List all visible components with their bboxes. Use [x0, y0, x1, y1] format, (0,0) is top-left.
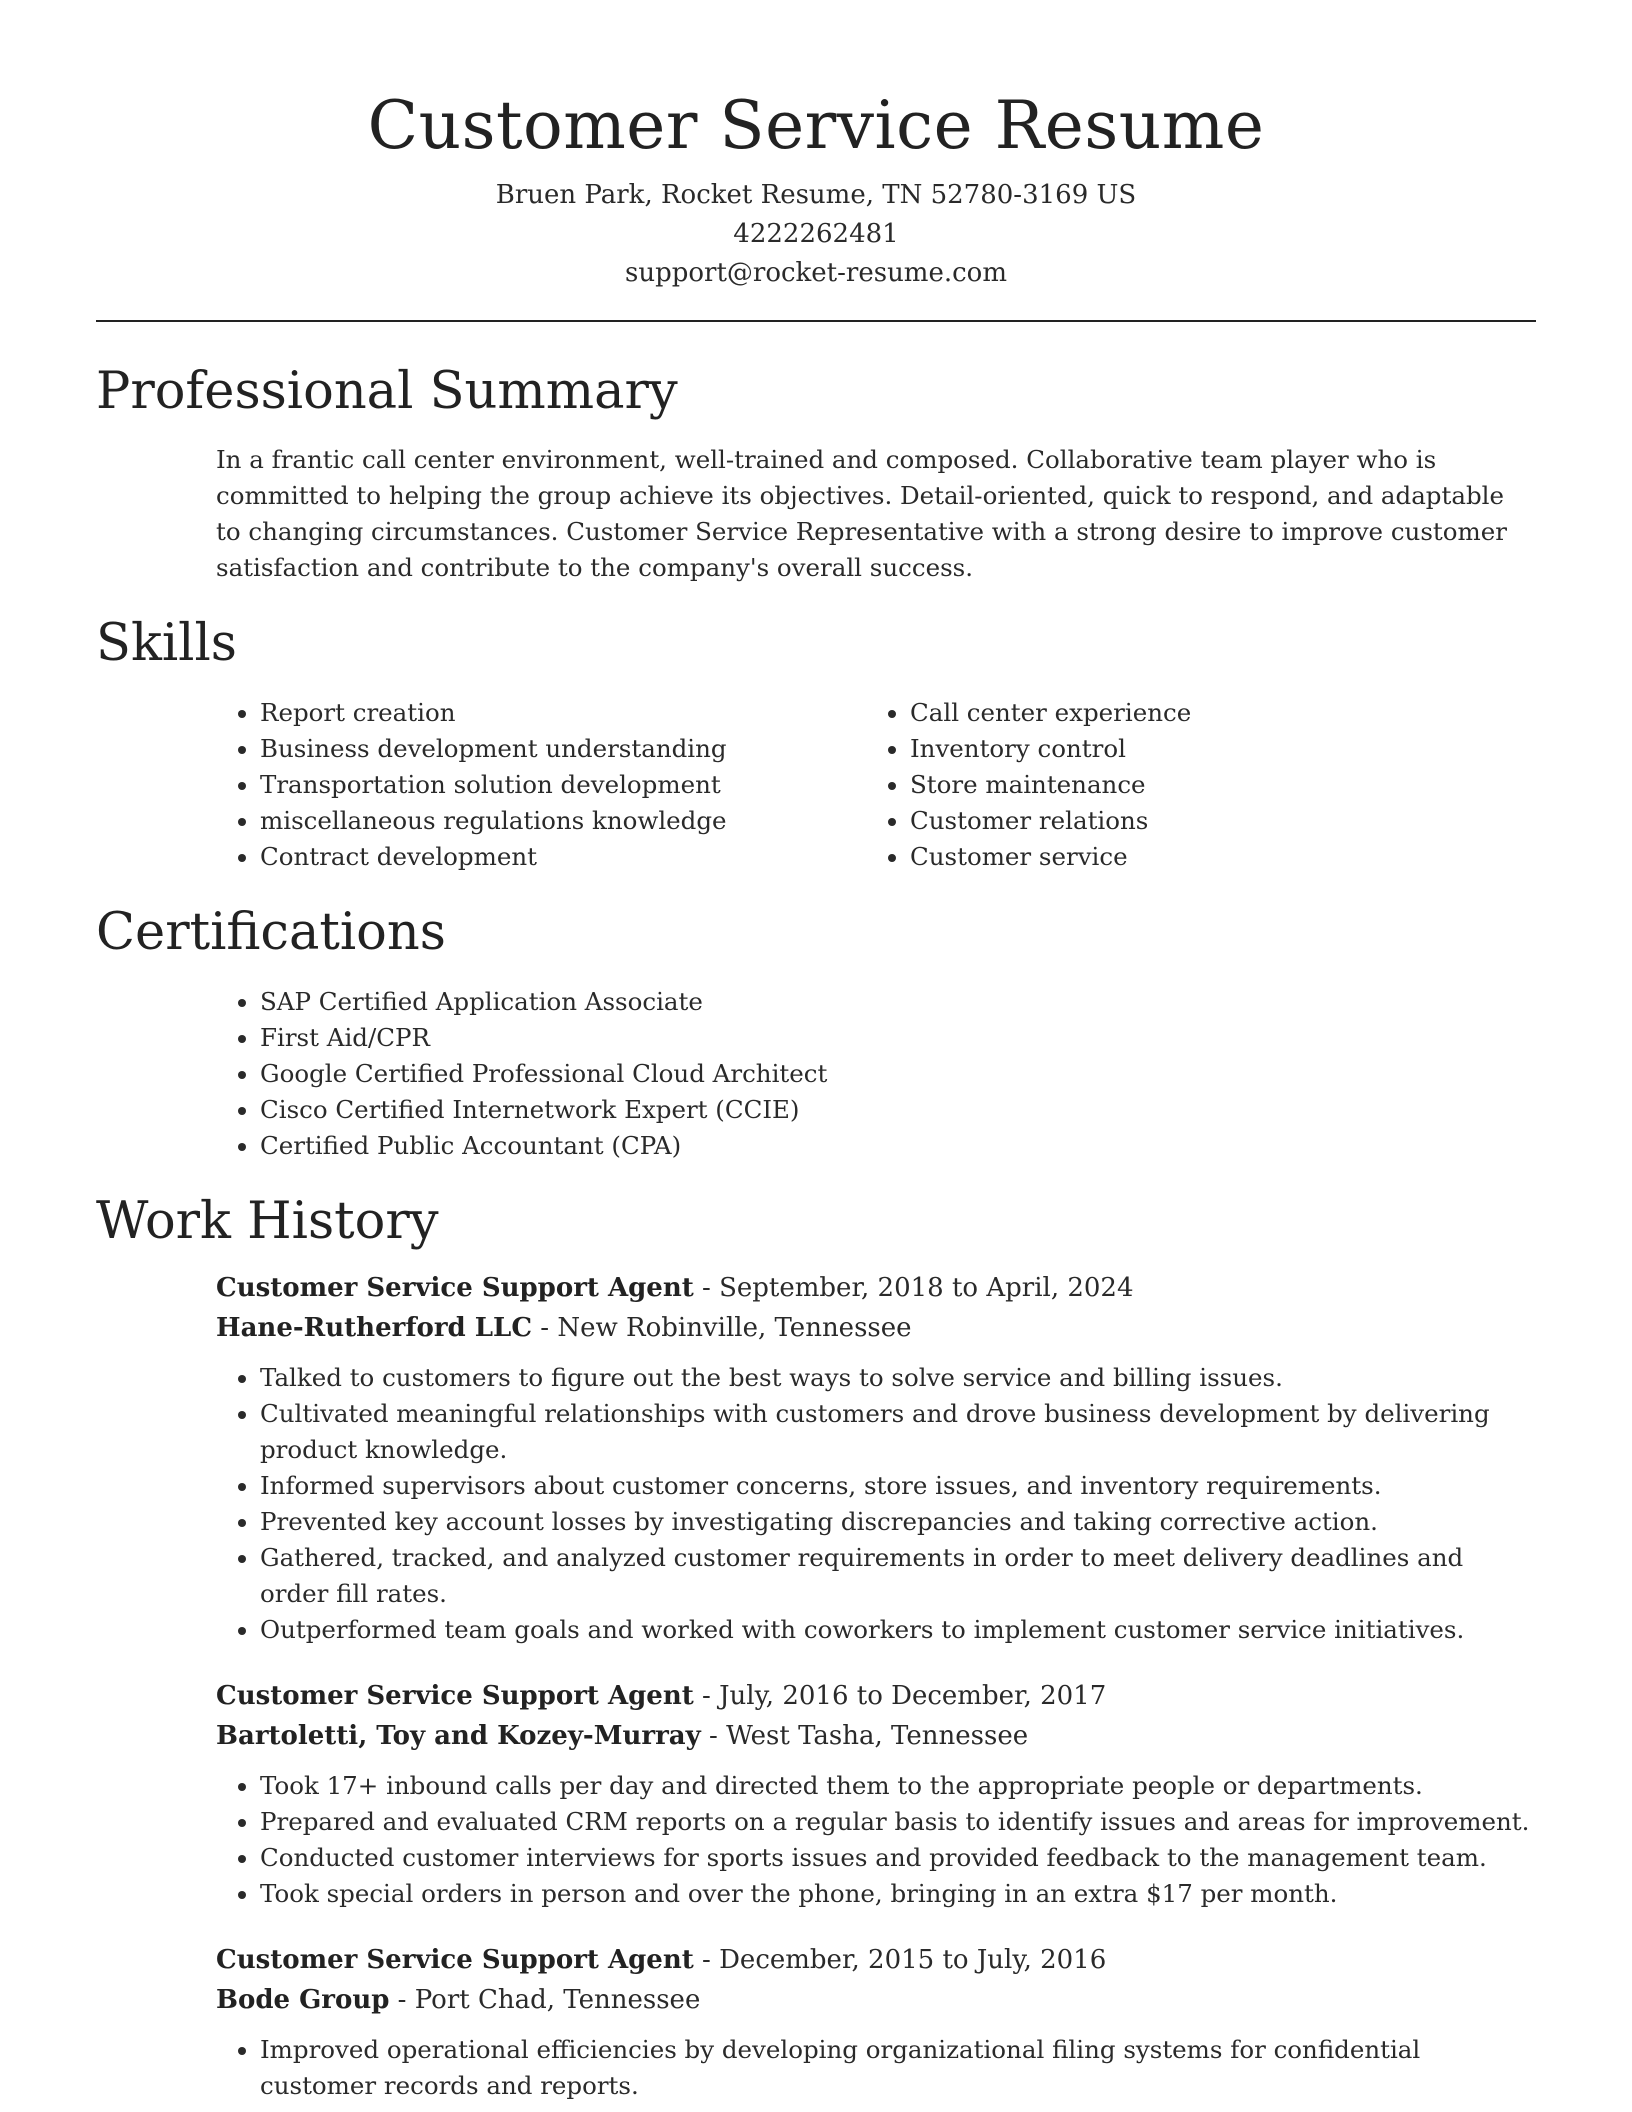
contact-phone: 4222262481 — [733, 219, 899, 249]
header-divider — [96, 320, 1536, 322]
job-dates: - December, 2015 to July, 2016 — [693, 1945, 1107, 1975]
job-bullet: • Cultivated meaningful relationships with customers and drove business development by delivering product knowledge. — [260, 1396, 1536, 1468]
job-location: - West Tasha, Tennessee — [700, 1721, 1029, 1751]
certification-item: • Certified Public Accountant (CPA) — [260, 1128, 1536, 1164]
skill-item: • Call center experience — [910, 695, 1516, 731]
skills-heading: Skills — [96, 614, 237, 673]
skill-item: • Store maintenance — [910, 767, 1516, 803]
contact-block — [96, 176, 1536, 293]
job-company: Bode Group — [216, 1985, 390, 2015]
certification-item: • First Aid/CPR — [260, 1020, 1536, 1056]
skill-item: • Transportation solution development — [260, 767, 866, 803]
job-company-line — [216, 1980, 1536, 2020]
job-title: Customer Service Support Agent — [216, 1681, 694, 1711]
summary-heading: Professional Summary — [96, 362, 678, 421]
skill-item: • Contract development — [260, 839, 866, 875]
job-entry — [96, 1268, 1536, 1648]
job-bullets — [216, 1768, 1536, 1912]
work-history-heading: Work History — [96, 1192, 439, 1251]
certifications-heading: Certifications — [96, 903, 446, 962]
contact-address: Bruen Park, Rocket Resume, TN 52780-3169 US — [495, 180, 1137, 210]
job-entry — [96, 1940, 1536, 2104]
job-location: - New Robinville, Tennessee — [532, 1313, 912, 1343]
job-bullet: • Conducted customer interviews for sports issues and provided feedback to the management team. — [260, 1840, 1536, 1876]
job-bullet: • Took 17+ inbound calls per day and directed them to the appropriate people or departments. — [260, 1768, 1536, 1804]
certifications-list — [96, 984, 1536, 1164]
job-title-line — [216, 1676, 1536, 1716]
resume-page — [96, 0, 1536, 2104]
skill-item: • Business development understanding — [260, 731, 866, 767]
skill-item: • Report creation — [260, 695, 866, 731]
job-bullets — [216, 2032, 1536, 2104]
certification-item: • Cisco Certified Internetwork Expert (CCIE) — [260, 1092, 1536, 1128]
job-location: - Port Chad, Tennessee — [389, 1985, 701, 2015]
skills-column-right — [866, 695, 1516, 875]
job-bullets — [216, 1360, 1536, 1648]
job-company: Bartoletti, Toy and Kozey-Murray — [216, 1721, 701, 1751]
job-bullet: • Outperformed team goals and worked with coworkers to implement customer service initiatives. — [260, 1612, 1536, 1648]
certification-item: • Google Certified Professional Cloud Architect — [260, 1056, 1536, 1092]
skill-item: • Inventory control — [910, 731, 1516, 767]
job-entry — [96, 1676, 1536, 1912]
job-title-line — [216, 1268, 1536, 1308]
job-company-line — [216, 1716, 1536, 1756]
job-bullet: • Gathered, tracked, and analyzed customer requirements in order to meet delivery deadlines and order fill rates. — [260, 1540, 1536, 1612]
job-bullet: • Informed supervisors about customer concerns, store issues, and inventory requirements. — [260, 1468, 1536, 1504]
summary-text: In a frantic call center environment, well-trained and composed. Collaborative team player who is committed to helping the group achieve its objectives. Detail-oriented, quick to respond, and adaptable to changing circumstances. Customer Service Representative with a strong desire to improve customer satisfaction and contribute to the company's overall success. — [216, 445, 1507, 582]
job-bullet: • Prevented key account losses by investigating discrepancies and taking corrective action. — [260, 1504, 1536, 1540]
certification-item: • SAP Certified Application Associate — [260, 984, 1536, 1020]
skill-item: • Customer relations — [910, 803, 1516, 839]
skills-list — [96, 695, 1536, 875]
contact-email: support@rocket-resume.com — [624, 258, 1007, 288]
job-bullet: • Talked to customers to figure out the best ways to solve service and billing issues. — [260, 1360, 1536, 1396]
skill-item: • Customer service — [910, 839, 1516, 875]
job-bullet: • Prepared and evaluated CRM reports on a regular basis to identify issues and areas for improvement. — [260, 1804, 1536, 1840]
job-bullet: • Took special orders in person and over the phone, bringing in an extra $17 per month. — [260, 1876, 1536, 1912]
job-dates: - July, 2016 to December, 2017 — [693, 1681, 1107, 1711]
skills-column-left — [216, 695, 866, 875]
job-company-line — [216, 1308, 1536, 1348]
resume-title: Customer Service Resume — [367, 87, 1265, 164]
skill-item: • miscellaneous regulations knowledge — [260, 803, 866, 839]
job-bullet: • Improved operational efficiencies by developing organizational filing systems for confidential customer records and reports. — [260, 2032, 1536, 2104]
job-title: Customer Service Support Agent — [216, 1273, 694, 1303]
job-company: Hane-Rutherford LLC — [216, 1313, 533, 1343]
job-title: Customer Service Support Agent — [216, 1945, 694, 1975]
job-dates: - September, 2018 to April, 2024 — [693, 1273, 1134, 1303]
job-title-line — [216, 1940, 1536, 1980]
